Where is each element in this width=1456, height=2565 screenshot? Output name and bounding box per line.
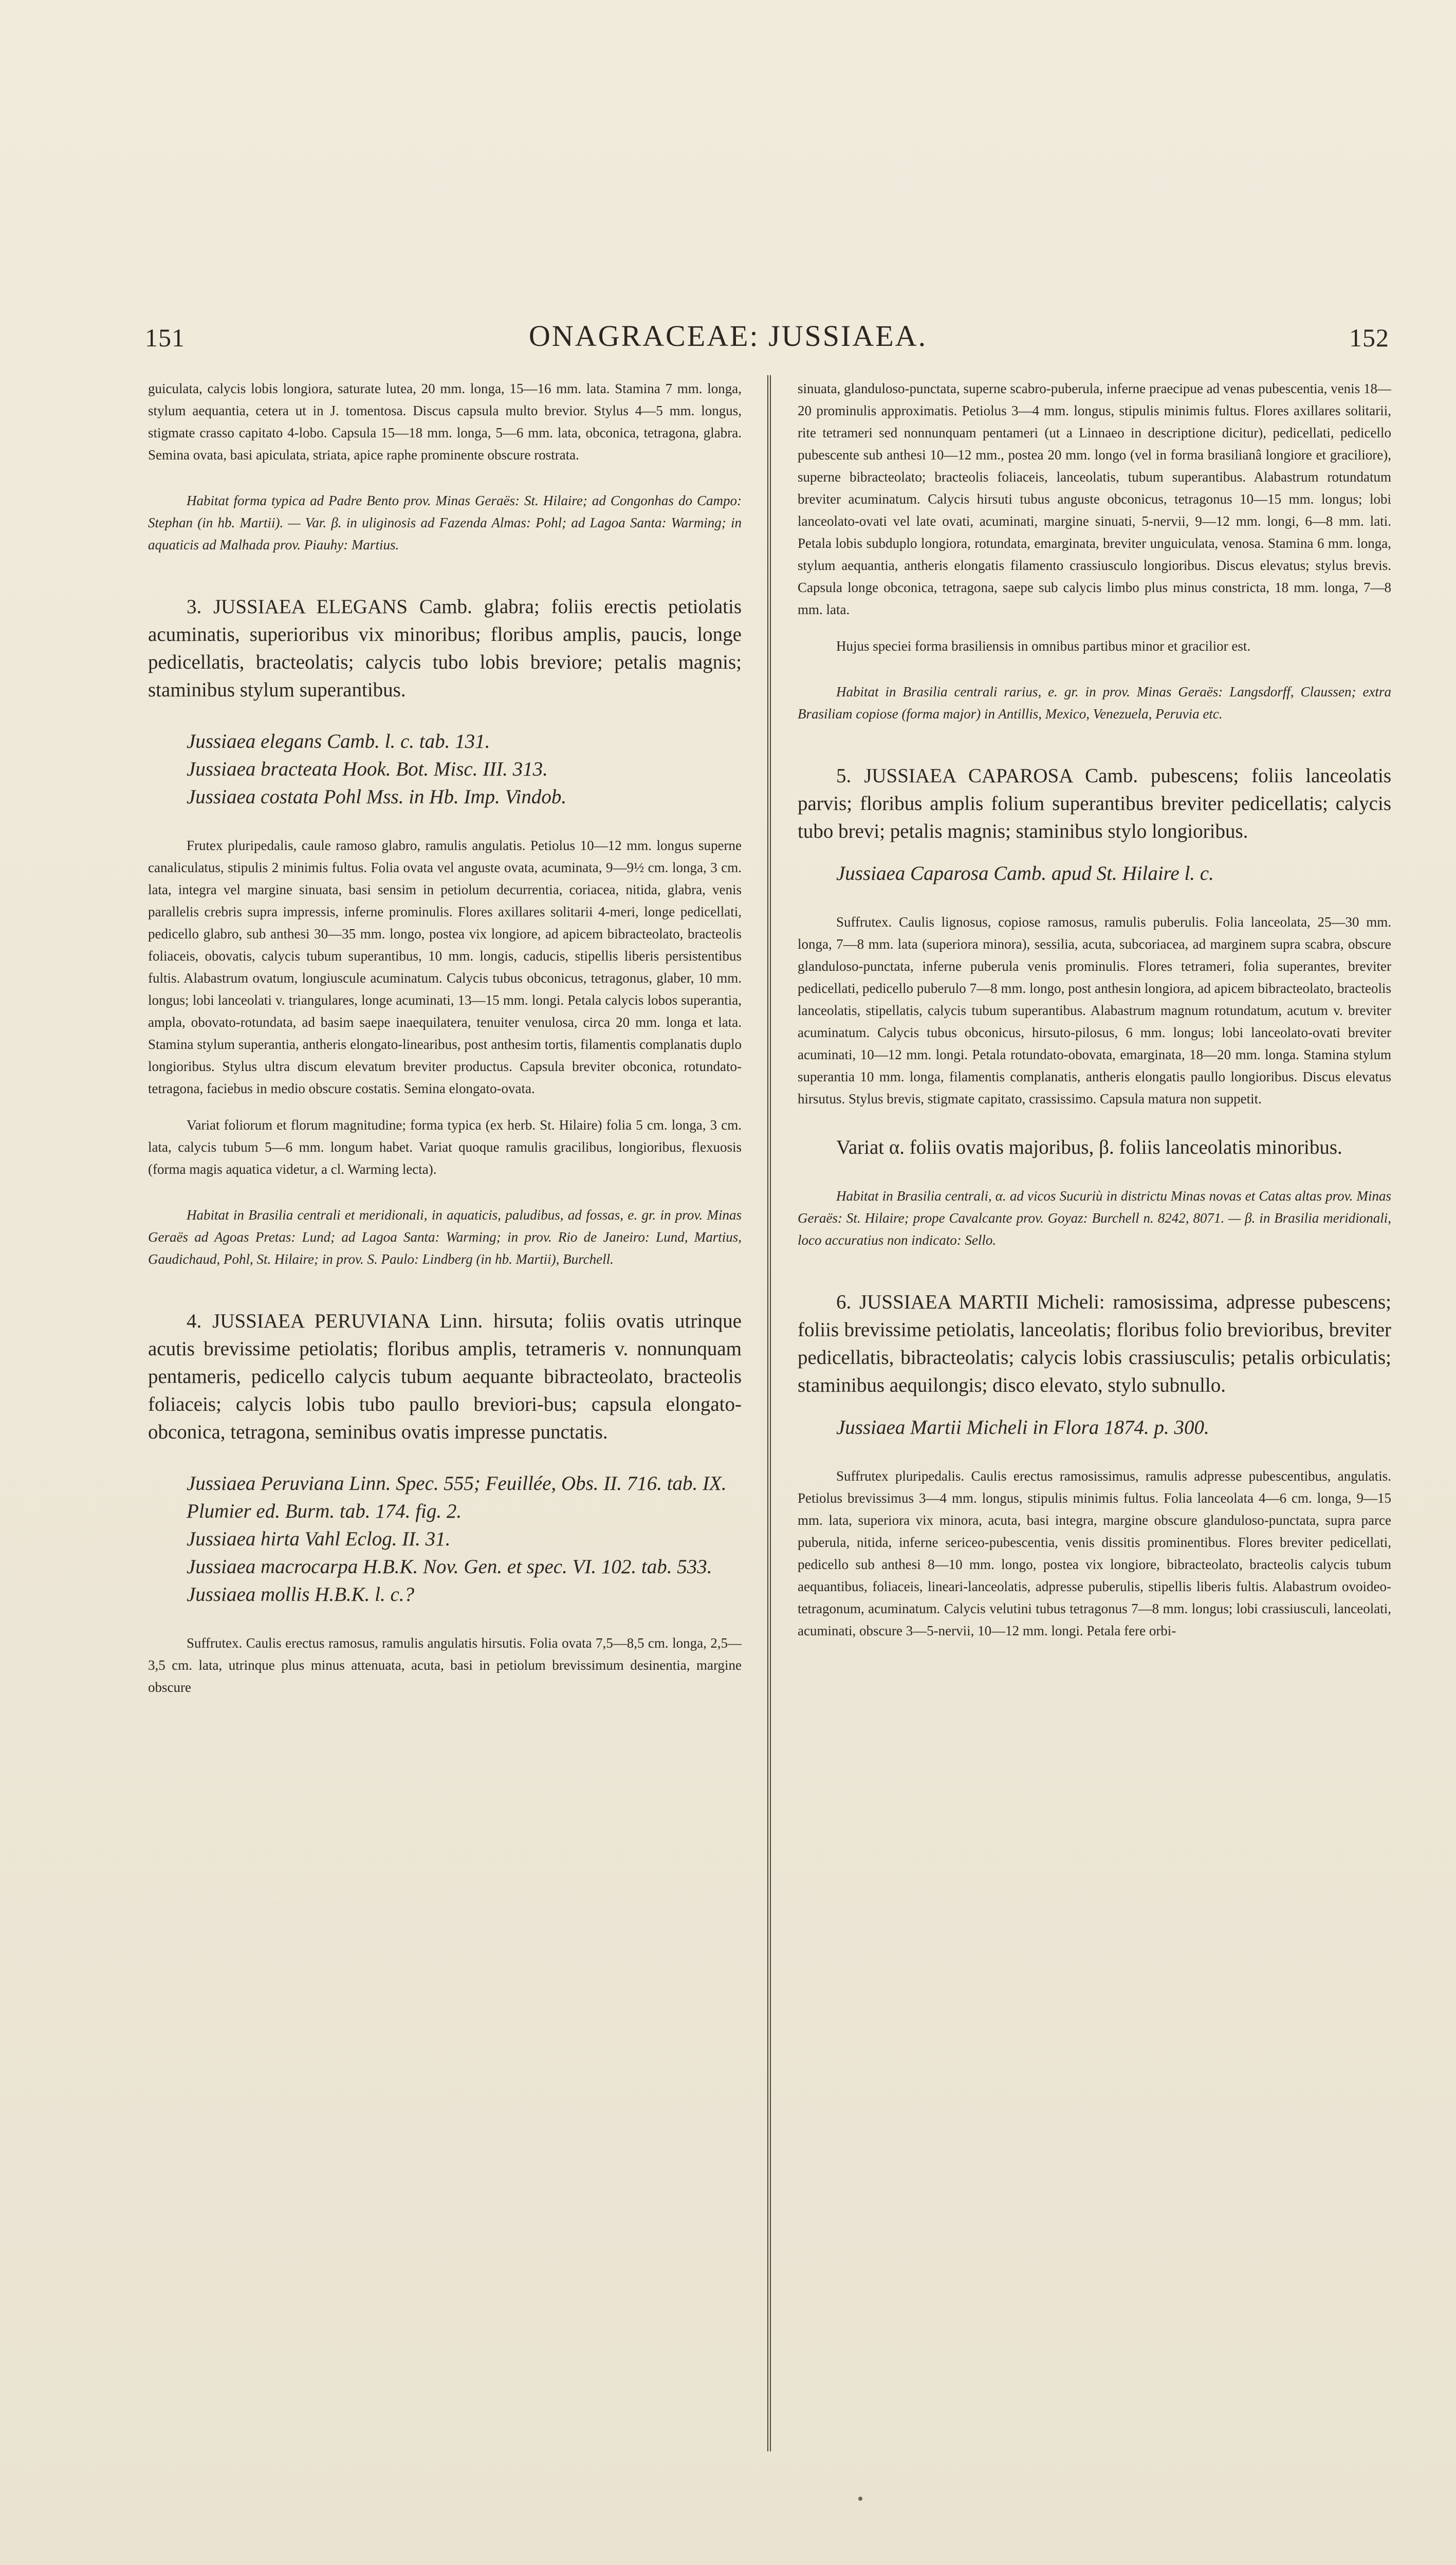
- right-column: [798, 378, 1391, 2464]
- habitat-paragraph: Habitat forma typica ad Padre Bento prov. Minas Geraës: St. Hilaire; ad Congonhas do Campo: Stephan (in hb. Martii). — Var. β. in uliginosis ad Fazenda Almas: Pohl; ad Lagoa Santa: Warming; in aquaticis ad Malhada prov. Piauhy: Martius.: [148, 493, 742, 552]
- species-diagnosis: 6. JUSSIAEA MARTII Micheli: ramosissima, adpresse pubescens; foliis brevissime petiolatis, lanceolatis; floribus folio brevioribus, breviter pedicellatis, bibracteolatis; calycis lobis crassiusculis; petalis orbiculatis; staminibus aequilongis; disco elevato, stylo subnullo.: [798, 1291, 1391, 1396]
- continued-description: guiculata, calycis lobis longiora, saturate lutea, 20 mm. longa, 15—16 mm. lata. Stamina 7 mm. longa, stylum aequantia, cetera ut in J. tomentosa. Discus capsula multo brevior. Stylus 4—5 mm. longus, stigmate crasso capitato 4-lobo. Capsula 15—18 mm. longa, 5—6 mm. lata, obconica, tetragona, glabra. Semina ovata, basi apiculata, striata, apice raphe prominente obscure rostrata.: [148, 381, 742, 463]
- page-number-right: 152: [1349, 323, 1389, 352]
- synonym-entry: Jussiaea Martii Micheli in Flora 1874. p. 300.: [836, 1416, 1209, 1438]
- synonym-list: [798, 860, 1391, 888]
- synonym-entry: Jussiaea elegans Camb. l. c. tab. 131.: [187, 730, 490, 752]
- synonym-entry: Jussiaea costata Pohl Mss. in Hb. Imp. Vindob.: [187, 786, 567, 808]
- synonym-entry: Jussiaea bracteata Hook. Bot. Misc. III. 313.: [187, 758, 548, 780]
- synonym-list: [148, 1470, 742, 1609]
- species-description: Frutex pluripedalis, caule ramoso glabro, ramulis angulatis. Petiolus 10—12 mm. longus superne canaliculatus, stipulis 2 minimis fultus. Folia ovata vel anguste ovata, acuminata, 9—9½ cm. longa, 3 cm. lata, integra vel margine sinuata, basi sensim in petiolum decurrentia, coriacea, nitida, glabra, venis parallelis crebris supra impressis, inferne prominulis. Flores axillares solitarii 4-meri, longe pedicellati, pedicello glabro, sub anthesi 30—35 mm. longo, postea vix longiore, ad apicem bibracteolato, bracteolis foliaceis, obovatis, calycis tubum superantibus, 10 mm. longis, caducis, stipellis liberis persistentibus fultis. Alabastrum ovatum, longiuscule acuminatum. Calycis tubus obconicus, tetragonus, glaber, 10 mm. longus; lobi lanceolati v. triangulares, longe acuminati, 13—15 mm. longi. Petala calycis lobos superantia, ampla, obovato-rotundata, ad basim saepe inaequilatera, tenuiter venulosa, circa 20 mm. longa et lata. Stamina stylum superantia, antheris elongato-linearibus, post anthesim tortis, filamentis complanatis duplo longioribus. Stylus ultra discum elevatum breviter productus. Capsula breviter obconica, rotundato-tetragona, faciebus in medio obscure costatis. Semina elongato-ovata.: [148, 838, 742, 1096]
- synonym-entry: Jussiaea Caparosa Camb. apud St. Hilaire l. c.: [836, 862, 1214, 884]
- species-description: Suffrutex. Caulis lignosus, copiose ramosus, ramulis puberulis. Folia lanceolata, 25—30 mm. longa, 7—8 mm. lata (superiora minora), sessilia, acuta, subcoriacea, ad marginem supra scabra, obscure glanduloso-punctata, inferne puberula venis prominulis. Flores tetrameri, folia superantes, breviter pedicellati, pedicello puberulo 7—8 mm. longo, post anthesin longiora, ad apicem bibracteolato, bracteolis lanceolatis, stipellatis, calycis tubum superantibus. Alabastrum magnum rotundatum, acutum v. breviter acuminatum. Calycis tubus obconicus, hirsuto-pilosus, 6 mm. longus; lobi lanceolato-ovati breviter acuminati, 10—12 mm. longi. Petala rotundato-obovata, emarginata, 18—20 mm. longa. Stamina stylum superantia 10 mm. longa, filamentis complanatis, antheris elongatis paullo longioribus. Discus elevatus hirsutus. Stylus brevis, stigmate capitato, crassissimo. Capsula matura non suppetit.: [798, 914, 1391, 1106]
- habitat-paragraph: Habitat in Brasilia centrali, α. ad vicos Sucuriù in districtu Minas novas et Catas altas prov. Minas Geraës: St. Hilaire; prope Cavalcante prov. Goyaz: Burchell n. 8242, 8071. — β. in Brasilia meridionali, loco accuratius non indicato: Sello.: [798, 1188, 1391, 1248]
- species-diagnosis: 5. JUSSIAEA CAPAROSA Camb. pubescens; foliis lanceolatis parvis; floribus amplis folium superantibus breviter pedicellatis; calycis tubo brevi; petalis magnis; staminibus stylo longioribus.: [798, 765, 1391, 842]
- synonym-entry: Jussiaea hirta Vahl Eclog. II. 31.: [187, 1528, 451, 1550]
- continued-description: sinuata, glanduloso-punctata, superne scabro-puberula, inferne praecipue ad venas pubescentia, venis 18—20 prominulis approximatis. Petiolus 3—4 mm. longus, stipulis minimis fultus. Flores axillares solitarii, rite tetrameri sed nonnunquam pentameri (ut a Linnaeo in descriptione dicitur), pedicellati, pedicello pubescente sub anthesi 10—12 mm., postea 20 mm. longo (vel in forma brasilianâ longiore et graciliore), superne bibracteolato; bracteolis foliaceis, lanceolatis, tubum superantibus. Alabastrum rotundatum breviter acuminatum. Calycis hirsuti tubus anguste obconicus, tetragonus 10—15 mm. longus; lobi lanceolato-ovati vel late ovati, acuminati, margine sinuati, 5-nervii, 9—12 mm. longi, 6—8 mm. lati. Petala lobis subduplo longiora, rotundata, emarginata, breviter unguiculata, venosa. Stamina 6 mm. longa, stylum aequantia, antheris elongatis filamento crassiusculo longioribus. Discus elevatus; stylus brevis. Capsula longe obconica, tetragona, saepe sub calycis limbo plus minus constricta, 18 mm. longa, 7—8 mm. lata.: [798, 381, 1391, 617]
- synonym-entry: Jussiaea Peruviana Linn. Spec. 555; Feuillée, Obs. II. 716. tab. IX.: [187, 1472, 727, 1494]
- note-paragraph: Hujus speciei forma brasiliensis in omnibus partibus minor et gracilior est.: [836, 638, 1251, 654]
- column-divider: [767, 375, 771, 2451]
- print-speck: [858, 2497, 862, 2501]
- page-number-left: 151: [145, 323, 185, 352]
- habitat-paragraph: Habitat in Brasilia centrali rarius, e. gr. in prov. Minas Geraës: Langsdorff, Claussen; extra Brasiliam copiose (forma major) in Antillis, Mexico, Venezuela, Peruvia etc.: [798, 684, 1391, 722]
- synonym-list: [148, 728, 742, 811]
- left-column: [148, 378, 742, 2464]
- synonym-list: [798, 1414, 1391, 1442]
- synonym-entry: Jussiaea mollis H.B.K. l. c.?: [187, 1583, 415, 1606]
- species-description: Suffrutex pluripedalis. Caulis erectus ramosissimus, ramulis adpresse pubescentibus, angulatis. Petiolus brevissimus 3—4 mm. longus, stipulis minimis fultus. Folia lanceolata 4—6 cm. longa, 9—15 mm. lata, superiora vix minora, acuta, basi integra, margine obscure glanduloso-punctata, supra parce puberula, nitida, inferne sericeo-pubescentia, venis dissitis prominentibus. Flores breviter pedicellati, pedicello sub anthesi 8—10 mm. longo, postea vix longiore, bibracteolato, bracteolis calycis tubum aequantibus, foliaceis, lineari-lanceolatis, adpresse puberulis, stipellis liberis fultis. Alabastrum ovoideo-tetragonum, acuminatum. Calycis velutini tubus tetragonus 7—8 mm. longus; lobi crassiusculi, lanceolati, acuminati, obscure 3—5-nervii, 10—12 mm. longi. Petala fere orbi-: [798, 1468, 1391, 1638]
- running-title: ONAGRACEAE: JUSSIAEA.: [528, 319, 928, 353]
- synonym-entry: Plumier ed. Burm. tab. 174. fig. 2.: [187, 1500, 462, 1522]
- synonym-entry: Jussiaea macrocarpa H.B.K. Nov. Gen. et spec. VI. 102. tab. 533.: [187, 1556, 712, 1578]
- variation-paragraph: Variat α. foliis ovatis majoribus, β. foliis lanceolatis minoribus.: [836, 1136, 1342, 1158]
- species-description: Suffrutex. Caulis erectus ramosus, ramulis angulatis hirsutis. Folia ovata 7,5—8,5 cm. longa, 2,5—3,5 cm. lata, utrinque plus minus attenuata, acuta, basi in petiolum brevissimum desinentia, margine obscure: [148, 1635, 742, 1695]
- species-diagnosis: 4. JUSSIAEA PERUVIANA Linn. hirsuta; foliis ovatis utrinque acutis brevissime petiolatis; floribus amplis, tetrameris v. nonnunquam pentameris, pedicello calycis tubum aequante bibracteolato, bracteolis foliaceis; calycis lobis tubo paullo breviori-bus; capsula elongato-obconica, tetragona, seminibus ovatis impresse punctatis.: [148, 1310, 742, 1443]
- habitat-paragraph: Habitat in Brasilia centrali et meridionali, in aquaticis, paludibus, ad fossas, e. gr. in prov. Minas Geraës ad Agoas Pretas: Lund; ad Lagoa Santa: Warming; in prov. Rio de Janeiro: Lund, Martius, Gaudichaud, Pohl, St. Hilaire; in prov. S. Paulo: Lindberg (in hb. Martii), Burchell.: [148, 1207, 742, 1267]
- species-diagnosis: 3. JUSSIAEA ELEGANS Camb. glabra; foliis erectis petiolatis acuminatis, superioribus vix minoribus; floribus amplis, paucis, longe pedicellatis, bracteolatis; calycis tubo lobis breviore; petalis magnis; staminibus stylum superantibus.: [148, 596, 742, 701]
- variation-paragraph: Variat foliorum et florum magnitudine; forma typica (ex herb. St. Hilaire) folia 5 cm. longa, 3 cm. lata, calycis tubum 5—6 mm. longum habet. Variat quoque ramulis gracilibus, longioribus, flexuosis (forma magis aquatica videtur, a cl. Warming lecta).: [148, 1117, 742, 1177]
